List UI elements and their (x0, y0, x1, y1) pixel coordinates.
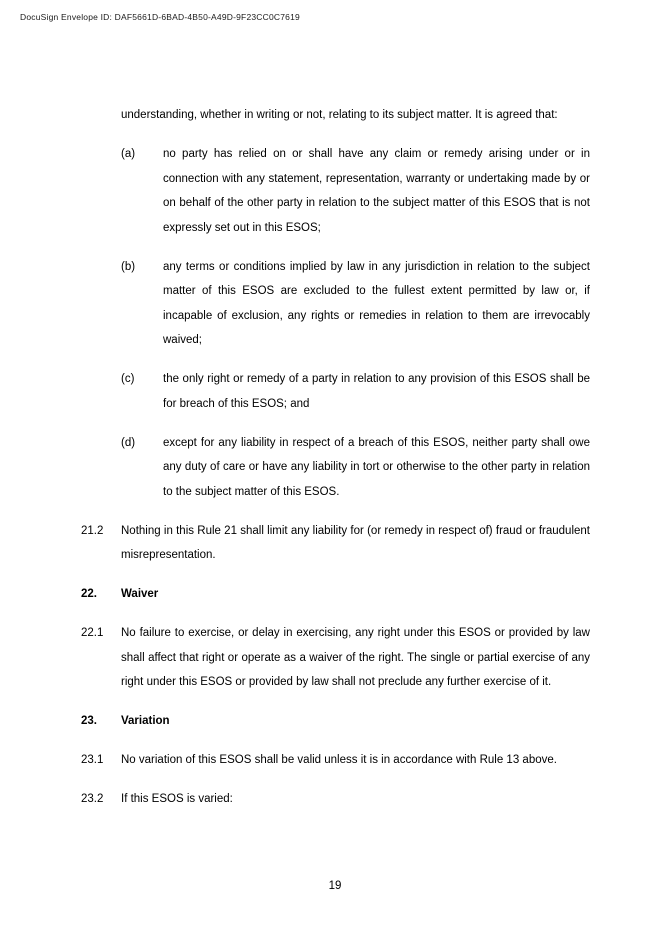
rule-text: If this ESOS is varied: (121, 793, 233, 805)
page-number: 19 (328, 880, 342, 892)
rule-21-2 (81, 519, 590, 568)
rule-22-1 (81, 621, 590, 695)
section-number: 23. (81, 715, 97, 727)
rule-number: 22.1 (81, 627, 104, 639)
rule-number: 21.2 (81, 524, 104, 537)
document-body (81, 103, 590, 826)
clause-text: no party has relied on or shall have any claim or remedy arising under or in connection with any statement, representation, warranty or undertaking made by or on behalf of the other party in relation to the subject matter of this ESOS that is not expressly set out in this ESOS; (163, 148, 590, 234)
clause-c (121, 367, 590, 416)
clause-a (121, 142, 590, 240)
clause-b (121, 255, 590, 353)
clause-text: except for any liability in respect of a breach of this ESOS, neither party shall owe any duty of care or have any liability in tort or otherwise to the other party in relation to the subject matter of this ESOS. (163, 436, 590, 498)
rule-text: Nothing in this Rule 21 shall limit any liability for (or remedy in respect of) fraud or fraudulent misrepresentation. (121, 524, 590, 561)
clause-marker: (c) (121, 373, 135, 385)
docusign-envelope-id: DocuSign Envelope ID: DAF5661D-6BAD-4B50-A49D-9F23CC0C7619 (20, 12, 300, 22)
section-title: Variation (121, 715, 170, 727)
section-title: Waiver (121, 588, 159, 600)
section-22-heading (81, 582, 590, 607)
section-23-heading (81, 709, 590, 734)
rule-text: No variation of this ESOS shall be valid unless it is in accordance with Rule 13 above. (121, 754, 557, 766)
intro-paragraph: understanding, whether in writing or not, relating to its subject matter. It is agreed that: (121, 109, 558, 121)
clause-text: the only right or remedy of a party in relation to any provision of this ESOS shall be for breach of this ESOS; and (163, 373, 590, 410)
clause-marker: (b) (121, 260, 136, 273)
rule-23-2 (81, 787, 590, 812)
clause-text: any terms or conditions implied by law in any jurisdiction in relation to the subject matter of this ESOS are excluded to the fullest extent permitted by law or, if incapable of exclusion, any rights or remedies in relation to them are irrevocably waived; (163, 260, 590, 346)
rule-number: 23.2 (81, 793, 104, 805)
clause-marker: (a) (121, 148, 136, 160)
rule-number: 23.1 (81, 754, 104, 766)
section-number: 22. (81, 588, 97, 600)
rule-text: No failure to exercise, or delay in exercising, any right under this ESOS or provided by law shall affect that right or operate as a waiver of the right. The single or partial exercise of any right under this ESOS or provided by law shall not preclude any further exercise of it. (121, 627, 590, 688)
rule-23-1 (81, 748, 590, 773)
clause-d (121, 431, 590, 505)
clause-marker: (d) (121, 436, 136, 449)
